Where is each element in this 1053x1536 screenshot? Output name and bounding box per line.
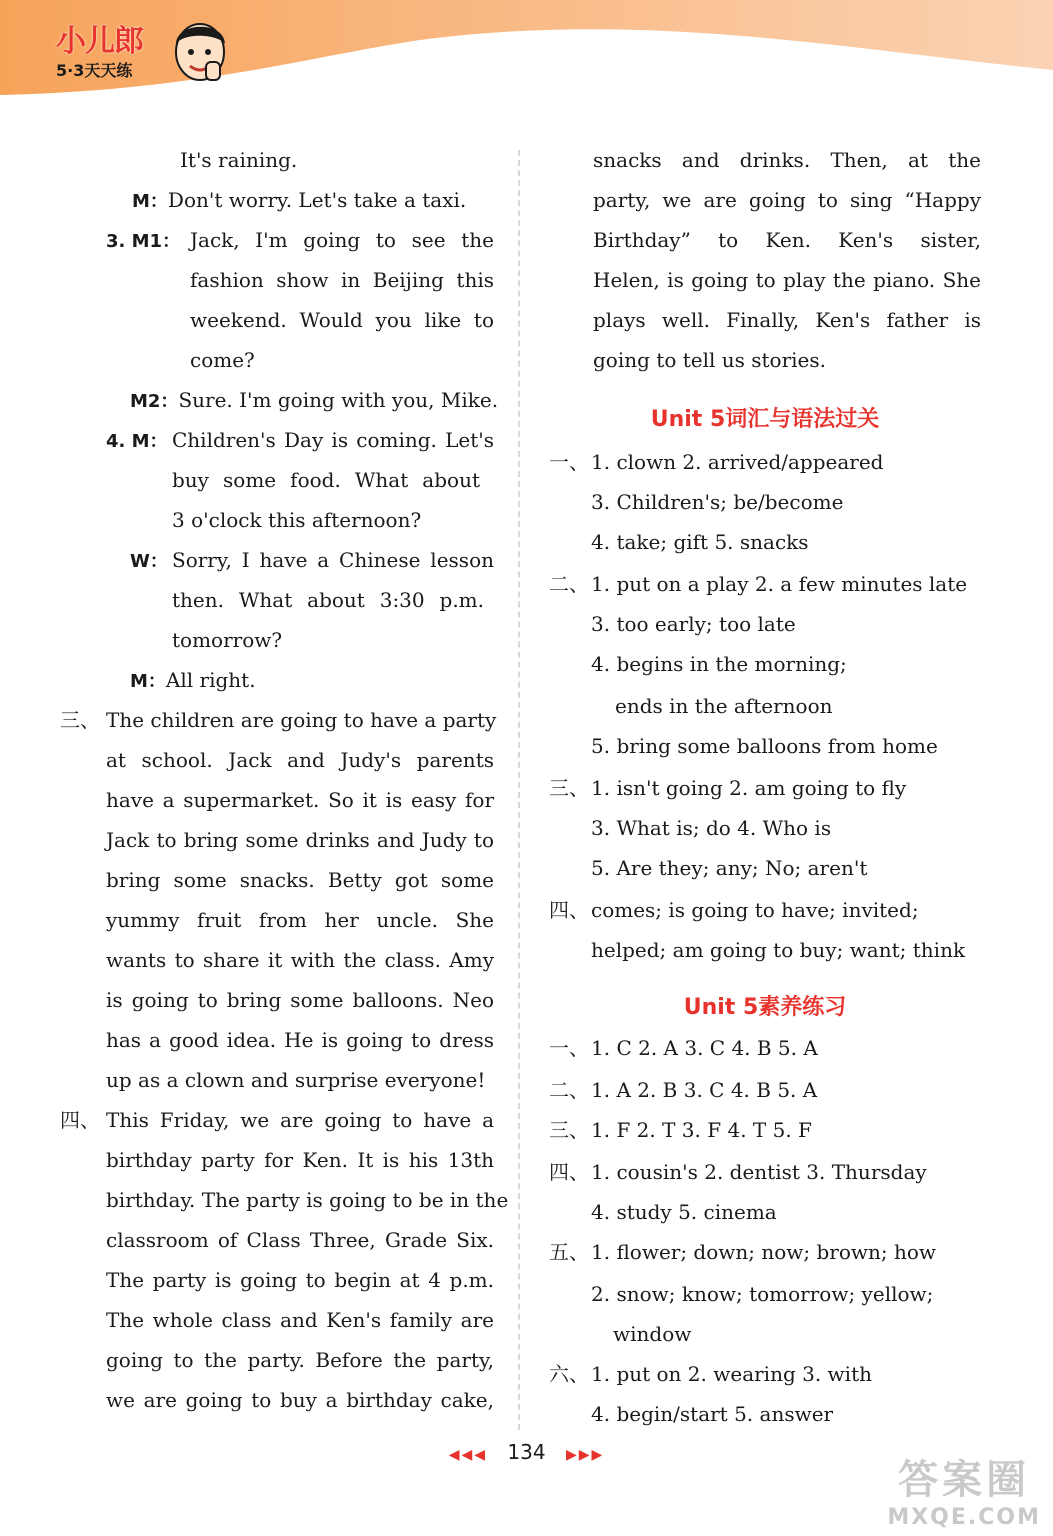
brand-logo bbox=[56, 16, 143, 81]
answer-line: 1. put on 2. wearing 3. with bbox=[591, 1362, 872, 1386]
dialogue-text: Don't worry. Let's take a taxi. bbox=[167, 188, 467, 212]
answer-line: 3. Children's; be/become bbox=[591, 490, 844, 514]
answer-number: 四、 bbox=[549, 898, 589, 922]
watermark bbox=[887, 1448, 1041, 1530]
dialogue-text: weekend. Would you like to bbox=[190, 308, 494, 332]
speaker-label: W： bbox=[130, 551, 168, 572]
answer-line: 4. begin/start 5. answer bbox=[591, 1402, 834, 1426]
section-number: 三、 bbox=[60, 708, 100, 732]
left-arrows-icon: ◀◀◀ bbox=[448, 1447, 488, 1463]
answer-line: 4. take; gift 5. snacks bbox=[591, 530, 809, 554]
watermark-site: MXQE.COM bbox=[887, 1505, 1041, 1530]
header-wave bbox=[0, 0, 1053, 120]
answer-number: 三、 bbox=[549, 776, 589, 800]
answer-number: 四、 bbox=[549, 1160, 589, 1184]
answer-line: 1. clown 2. arrived/appeared bbox=[591, 450, 884, 474]
item-number: 4. M： bbox=[106, 431, 168, 452]
paragraph-line: The children are going to have a party bbox=[106, 708, 497, 732]
paragraph-line: classroom of Class Three, Grade Six. bbox=[106, 1228, 494, 1252]
paragraph-line: bring some snacks. Betty got some bbox=[106, 868, 494, 892]
header-banner bbox=[0, 0, 1053, 120]
paragraph-line: going to the party. Before the party, bbox=[106, 1348, 494, 1372]
paragraph-line: plays well. Finally, Ken's father is bbox=[593, 308, 981, 332]
paragraph-line: Birthday” to Ken. Ken's sister, bbox=[593, 228, 981, 252]
mascot-boy-icon bbox=[170, 14, 230, 86]
item-number: 3. M1： bbox=[106, 231, 181, 252]
dialogue-text: Sorry, I have a Chinese lesson bbox=[172, 548, 494, 572]
answer-line: 1. C 2. A 3. C 4. B 5. A bbox=[591, 1036, 818, 1060]
speaker-label: M： bbox=[130, 671, 166, 692]
watermark-main: 答案圈 bbox=[898, 1457, 1031, 1503]
answer-line: 4. study 5. cinema bbox=[591, 1200, 777, 1224]
dialogue-line bbox=[106, 420, 168, 460]
paragraph-line: party, we are going to sing “Happy bbox=[593, 188, 981, 212]
dialogue-line bbox=[130, 660, 256, 700]
answer-line: 2. snow; know; tomorrow; yellow; bbox=[591, 1282, 934, 1306]
right-arrows-icon: ▶▶▶ bbox=[565, 1447, 605, 1463]
dialogue-text: 3 o'clock this afternoon? bbox=[172, 508, 422, 532]
dialogue-text: All right. bbox=[165, 668, 256, 692]
page-number: 134 bbox=[507, 1440, 546, 1464]
answer-line: 1. cousin's 2. dentist 3. Thursday bbox=[591, 1160, 927, 1184]
paragraph-line: has a good idea. He is going to dress bbox=[106, 1028, 494, 1052]
paragraph-line: birthday. The party is going to be in the bbox=[106, 1188, 509, 1212]
answer-line: 1. F 2. T 3. F 4. T 5. F bbox=[591, 1118, 812, 1142]
dialogue-text: fashion show in Beijing this bbox=[190, 268, 494, 292]
answer-line: 5. bring some balloons from home bbox=[591, 734, 938, 758]
answer-line: helped; am going to buy; want; think bbox=[591, 938, 966, 962]
paragraph-line: up as a clown and surprise everyone! bbox=[106, 1068, 486, 1092]
answer-line: window bbox=[613, 1322, 692, 1346]
dialogue-line: It's raining. bbox=[180, 148, 298, 172]
column-divider bbox=[518, 150, 520, 1430]
paragraph-line: The party is going to begin at 4 p.m. bbox=[106, 1268, 494, 1292]
paragraph-line: The whole class and Ken's family are bbox=[106, 1308, 494, 1332]
answer-line: 3. too early; too late bbox=[591, 612, 796, 636]
answer-number: 六、 bbox=[549, 1362, 589, 1386]
answer-line: 1. isn't going 2. am going to fly bbox=[591, 776, 907, 800]
answer-line: 1. A 2. B 3. C 4. B 5. A bbox=[591, 1078, 818, 1102]
answer-number: 二、 bbox=[549, 572, 589, 596]
answer-number: 一、 bbox=[549, 1036, 589, 1060]
answer-number: 五、 bbox=[549, 1240, 589, 1264]
dialogue-line bbox=[132, 180, 466, 220]
speaker-label: M： bbox=[132, 191, 168, 212]
section-title: Unit 5词汇与语法过关 bbox=[650, 407, 880, 432]
logo-title: 小儿郎 bbox=[56, 24, 143, 59]
paragraph-line: snacks and drinks. Then, at the bbox=[593, 148, 981, 172]
answer-line: 3. What is; do 4. Who is bbox=[591, 816, 832, 840]
dialogue-text: Sure. I'm going with you, Mike. bbox=[178, 388, 499, 412]
answer-line: comes; is going to have; invited; bbox=[591, 898, 919, 922]
dialogue-line bbox=[130, 380, 498, 420]
paragraph-line: Jack to bring some drinks and Judy to bbox=[106, 828, 494, 852]
dialogue-text: buy some food. What about bbox=[172, 468, 480, 492]
paragraph-line: is going to bring some balloons. Neo bbox=[106, 988, 494, 1012]
answer-line: 4. begins in the morning; bbox=[591, 652, 847, 676]
dialogue-line bbox=[130, 540, 168, 580]
paragraph-line: we are going to buy a birthday cake, bbox=[106, 1388, 494, 1412]
dialogue-text: tomorrow? bbox=[172, 628, 283, 652]
answer-line: 5. Are they; any; No; aren't bbox=[591, 856, 868, 880]
paragraph-line: Helen, is going to play the piano. She bbox=[593, 268, 981, 292]
section-number: 四、 bbox=[60, 1108, 100, 1132]
dialogue-text: Jack, I'm going to see the bbox=[190, 228, 494, 252]
answer-number: 三、 bbox=[549, 1118, 589, 1142]
speaker-label: M2： bbox=[130, 391, 179, 412]
paragraph-line: at school. Jack and Judy's parents bbox=[106, 748, 494, 772]
paragraph-line: wants to share it with the class. Amy bbox=[106, 948, 494, 972]
dialogue-line bbox=[106, 220, 180, 260]
answer-number: 一、 bbox=[549, 450, 589, 474]
logo-subtitle: 5·3天天练 bbox=[56, 61, 133, 80]
section-title: Unit 5素养练习 bbox=[683, 995, 847, 1020]
answer-line: ends in the afternoon bbox=[615, 694, 833, 718]
paragraph-line: This Friday, we are going to have a bbox=[106, 1108, 494, 1132]
dialogue-text: then. What about 3:30 p.m. bbox=[172, 588, 484, 612]
paragraph-line: birthday party for Ken. It is his 13th bbox=[106, 1148, 494, 1172]
answer-line: 1. put on a play 2. a few minutes late bbox=[591, 572, 968, 596]
dialogue-text: come? bbox=[190, 348, 255, 372]
paragraph-line: going to tell us stories. bbox=[593, 348, 826, 372]
dialogue-text: Children's Day is coming. Let's bbox=[172, 428, 494, 452]
answer-number: 二、 bbox=[549, 1078, 589, 1102]
answer-line: 1. flower; down; now; brown; how bbox=[591, 1240, 937, 1264]
paragraph-line: have a supermarket. So it is easy for bbox=[106, 788, 494, 812]
paragraph-line: yummy fruit from her uncle. She bbox=[106, 908, 494, 932]
